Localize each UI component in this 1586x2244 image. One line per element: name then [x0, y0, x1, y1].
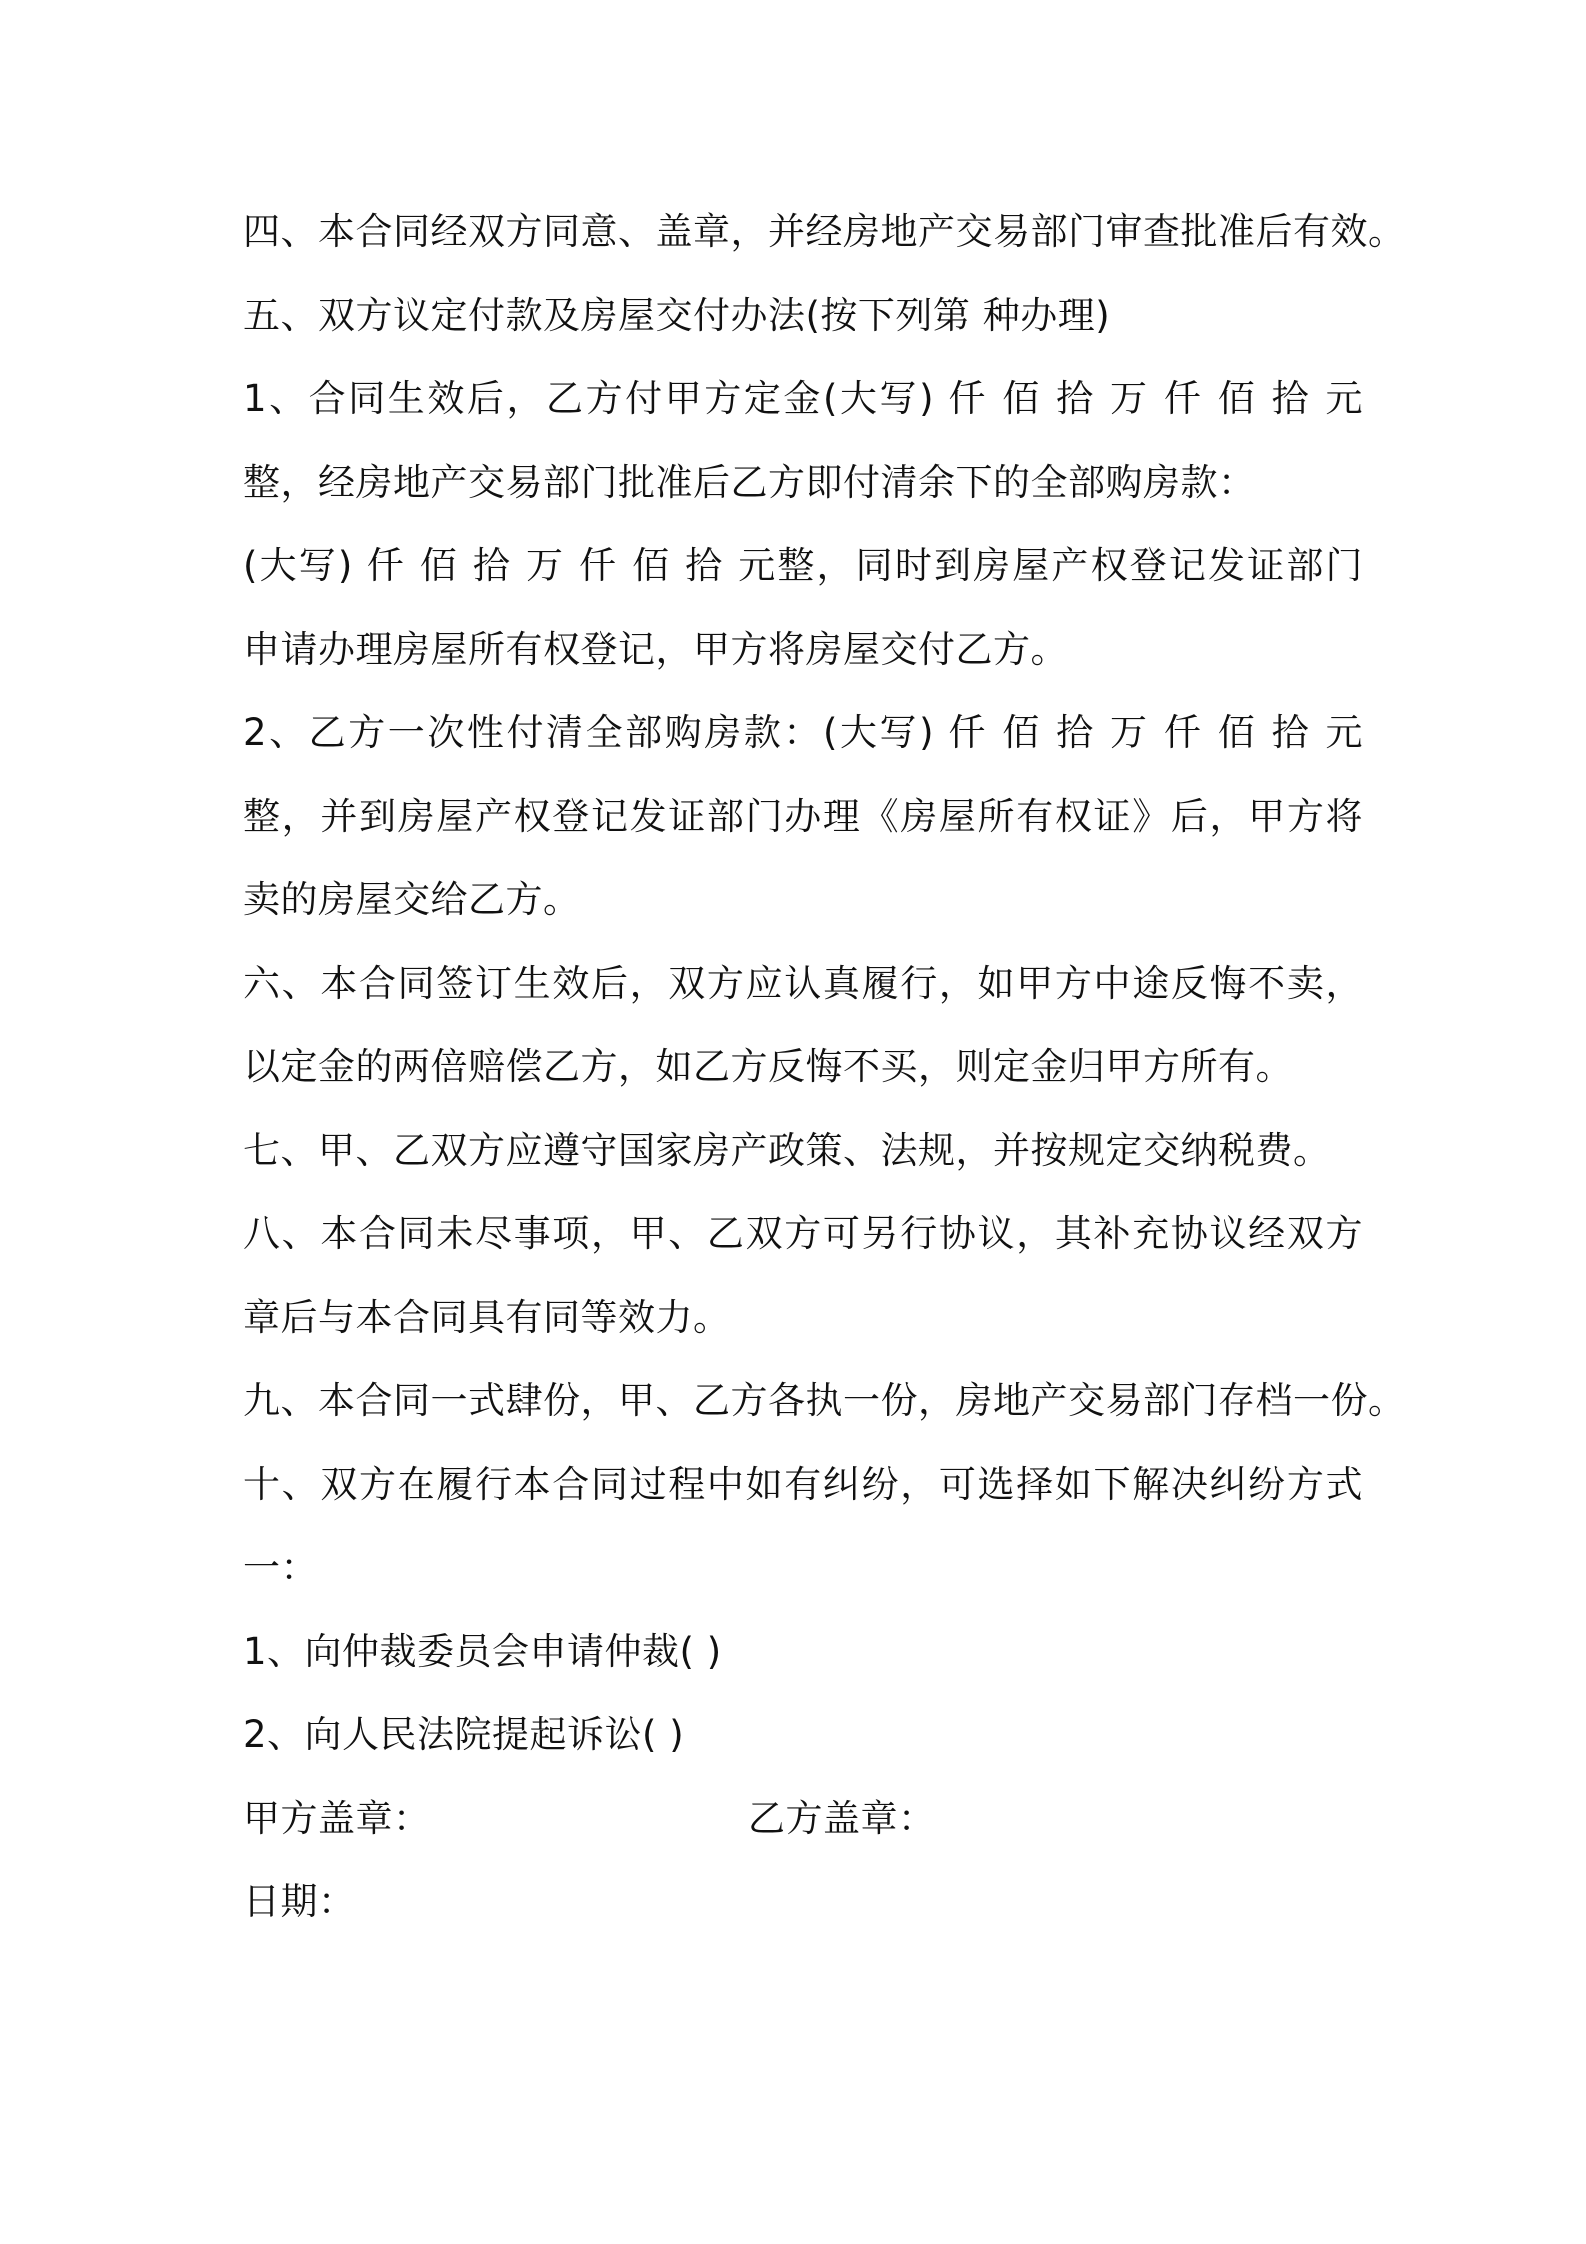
- clause-five-option-1-line-3: (大写) 仟 佰 拾 万 仟 佰 拾 元整，同时到房屋产权登记发证部门: [243, 544, 1363, 587]
- clause-five-option-1-line-1: 1、合同生效后，乙方付甲方定金(大写) 仟 佰 拾 万 仟 佰 拾 元: [243, 377, 1363, 420]
- clause-five-option-2-line-2: 整，并到房屋产权登记发证部门办理《房屋所有权证》后，甲方将: [243, 794, 1363, 838]
- clause-five-option-2-line-1: 2、乙方一次性付清全部购房款：(大写) 仟 佰 拾 万 仟 佰 拾 元: [243, 711, 1363, 754]
- clause-ten-line-1: 十、双方在履行本合同过程中如有纠纷，可选择如下解决纠纷方式: [243, 1462, 1363, 1506]
- clause-nine: 九、本合同一式肆份，甲、乙方各执一份，房地产交易部门存档一份。: [243, 1379, 1406, 1422]
- clause-four: 四、本合同经双方同意、盖章，并经房地产交易部门审查批准后有效。: [243, 210, 1406, 253]
- clause-five-heading: 五、双方议定付款及房屋交付办法(按下列第 种办理): [243, 293, 1111, 337]
- signature-row: [243, 1777, 1363, 1861]
- clause-eight-line-2: 章后与本合同具有同等效力。: [243, 1295, 731, 1339]
- clause-ten-option-litigation: 2、向人民法院提起诉讼( ): [243, 1713, 685, 1756]
- clause-six-line-2: 以定金的两倍赔偿乙方，如乙方反悔不买，则定金归甲方所有。: [243, 1045, 1293, 1088]
- date-label: 日期：: [243, 1880, 356, 1923]
- clause-five-option-1-line-2: 整，经房地产交易部门批准后乙方即付清余下的全部购房款：: [243, 460, 1256, 504]
- clause-seven: 七、甲、乙双方应遵守国家房产政策、法规，并按规定交纳税费。: [243, 1128, 1331, 1172]
- clause-five-option-2-line-3: 卖的房屋交给乙方。: [243, 878, 581, 921]
- clause-eight-line-1: 八、本合同未尽事项，甲、乙双方可另行协议，其补充协议经双方: [243, 1212, 1363, 1255]
- clause-ten-option-arbitration: 1、向仲裁委员会申请仲裁( ): [243, 1629, 722, 1673]
- clause-five-option-1-line-4: 申请办理房屋所有权登记，甲方将房屋交付乙方。: [243, 627, 1068, 671]
- party-a-seal-label: 甲方盖章：: [243, 1796, 431, 1840]
- contract-body: [243, 190, 1406, 1944]
- party-b-seal-label: 乙方盖章：: [748, 1796, 936, 1840]
- clause-six-line-1: 六、本合同签订生效后，双方应认真履行，如甲方中途反悔不卖，: [243, 961, 1363, 1005]
- clause-ten-line-2: 一：: [243, 1546, 318, 1589]
